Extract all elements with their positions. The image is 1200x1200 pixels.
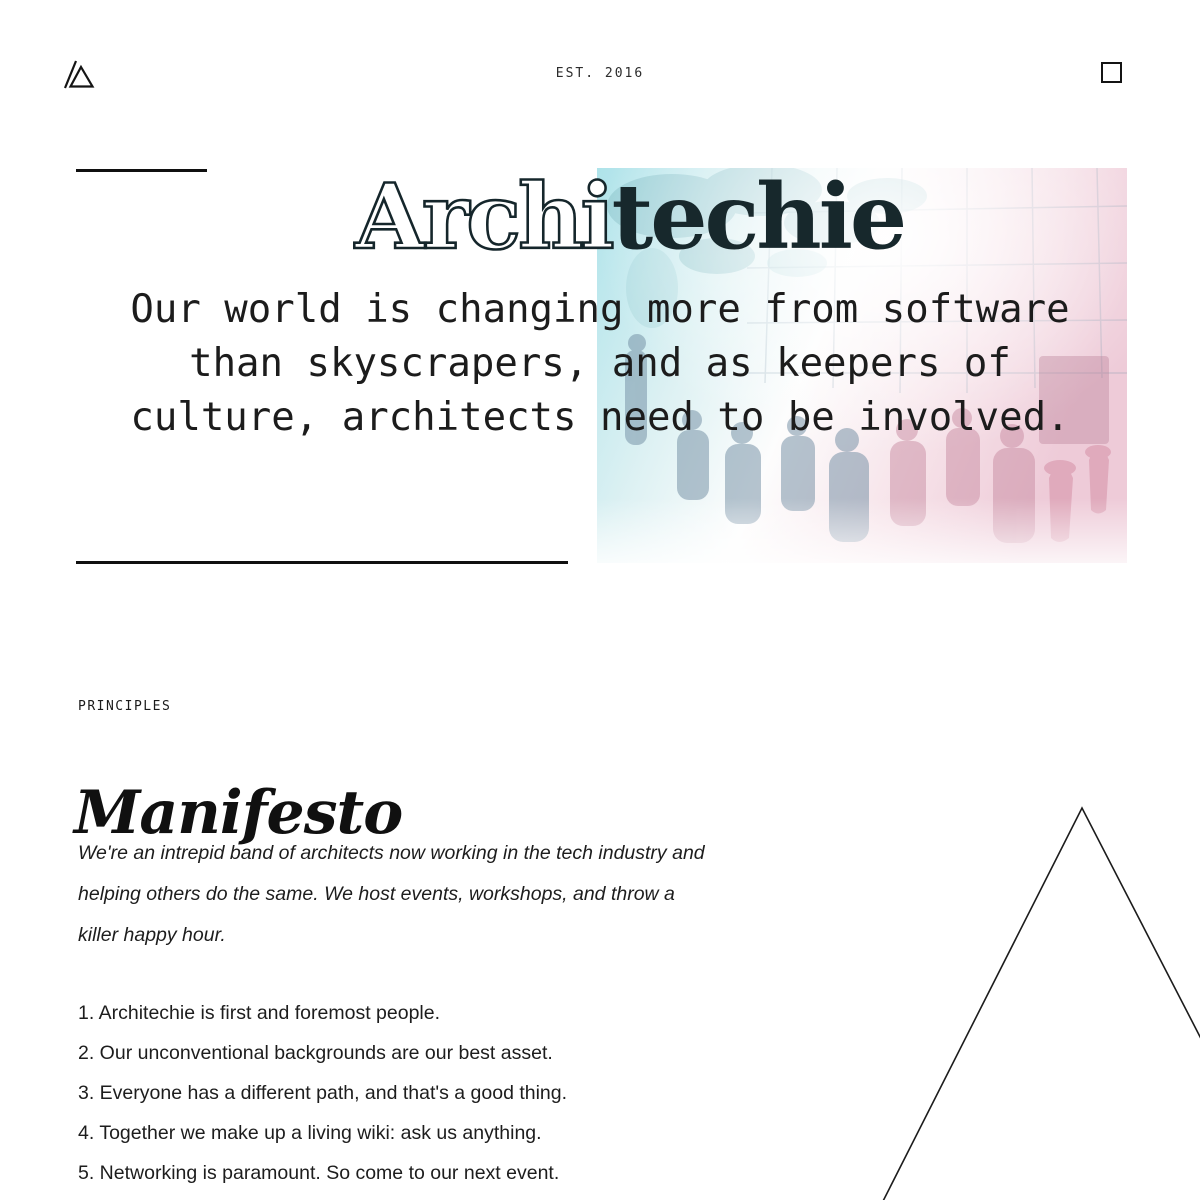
decor-rule-short <box>76 169 207 172</box>
list-item: 4. Together we make up a living wiki: ask us anything. <box>78 1122 542 1144</box>
menu-square-icon[interactable] <box>1101 62 1122 83</box>
list-item: 2. Our unconventional backgrounds are our best asset. <box>78 1042 553 1064</box>
title-solid-part: techie <box>611 164 905 271</box>
page-title <box>355 164 905 271</box>
title-outline-part: Archi <box>355 164 612 271</box>
decor-rule-long <box>76 561 568 564</box>
manifesto-list <box>78 993 718 1193</box>
established-label: EST. 2016 <box>555 66 645 81</box>
list-item: 5. Networking is paramount. So come to our next event. <box>78 1162 560 1184</box>
tagline-line: culture, architects need to be involved. <box>130 395 1070 440</box>
tagline-line: than skyscrapers, and as keepers of <box>189 341 1011 386</box>
intro-line: killer happy hour. <box>78 924 226 946</box>
intro-line: helping others do the same. We host events, workshops, and throw a <box>78 883 675 905</box>
list-item: 3. Everyone has a different path, and that's a good thing. <box>78 1082 568 1104</box>
intro-line: We're an intrepid band of architects now working in the tech industry and <box>78 842 705 864</box>
list-item: 1. Architechie is first and foremost people. <box>78 1002 441 1024</box>
manifesto-intro <box>78 833 838 956</box>
section-heading: Manifesto <box>74 777 403 848</box>
hero-tagline <box>40 283 1160 445</box>
section-eyebrow: PRINCIPLES <box>78 699 172 714</box>
tagline-line: Our world is changing more from software <box>130 287 1070 332</box>
